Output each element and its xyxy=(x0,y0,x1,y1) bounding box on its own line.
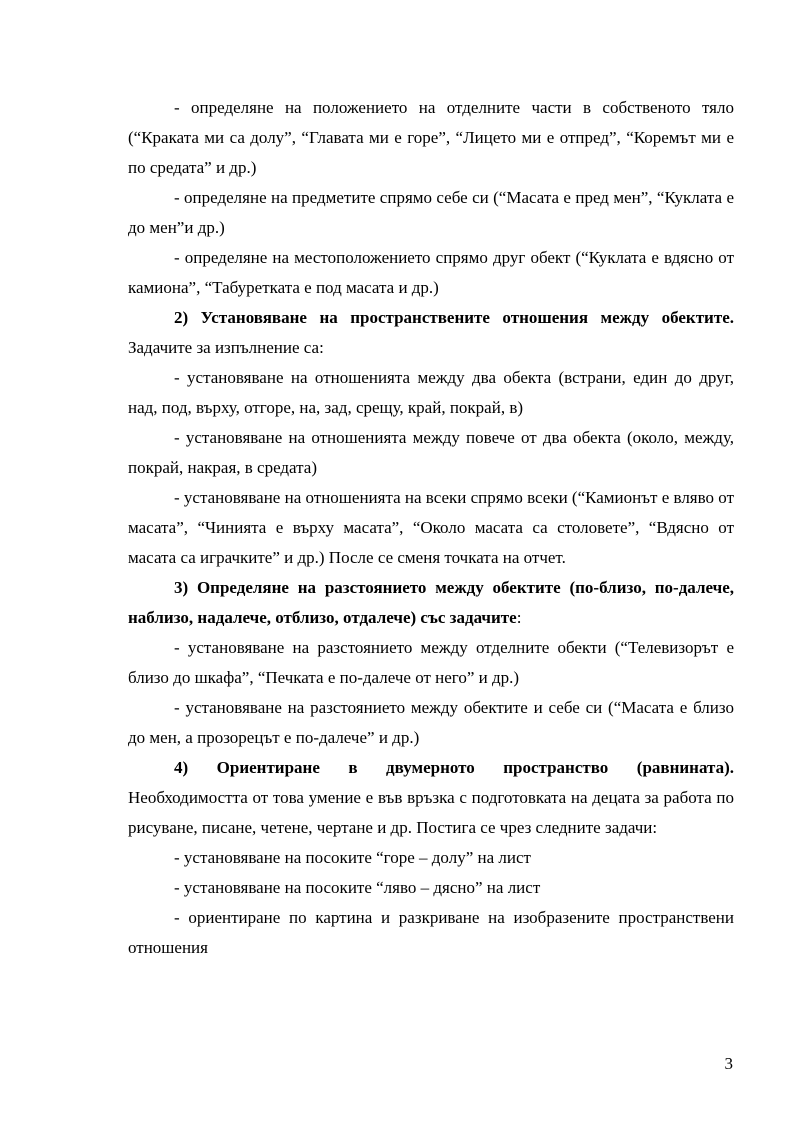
paragraph-10-text: - установяване на разстоянието между обектите и себе си (“Масата е близо до мен, а прозорецът е по-далече” и др.) xyxy=(128,698,734,747)
paragraph-5-text: - установяване на отношенията между два обекта (встрани, един до друг, над, под, върху, отгоре, на, зад, срещу, край, покрай, в) xyxy=(128,368,734,417)
section-3-heading: 3) Определяне на разстоянието между обектите (по-близо, по-далече, наблизо, надалече, отблизо, отдалече) със задачите xyxy=(128,578,734,627)
paragraph-7 xyxy=(128,483,734,573)
paragraph-3-text: - определяне на местоположението спрямо друг обект (“Куклата е вдясно от камиона”, “Табуретката е под масата и др.) xyxy=(128,248,734,297)
paragraph-13 xyxy=(128,873,734,903)
paragraph-3 xyxy=(128,243,734,303)
paragraph-11-text: Необходимостта от това умение е във връзка с подготовката на децата за работа по рисуване, писане, четене, чертане и др. Постига се чрез следните задачи: xyxy=(128,788,734,837)
paragraph-8-text: : xyxy=(516,608,522,627)
paragraph-14-text: - ориентиране по картина и разкриване на изобразените пространствени отношения xyxy=(128,908,734,957)
paragraph-2 xyxy=(128,183,734,243)
paragraph-7-text: - установяване на отношенията на всеки спрямо всеки (“Камионът е вляво от масата”, “Чинията е върху масата”, “Около масата са столовете”, “Вдясно от масата са играчките” и др.) После се сменя точката на отчет. xyxy=(128,488,734,567)
page-number: 3 xyxy=(724,1054,733,1073)
paragraph-9-text: - установяване на разстоянието между отделните обекти (“Телевизорът е близо до шкафа”, “Печката е по-далече от него” и др.) xyxy=(128,638,734,687)
paragraph-14 xyxy=(128,903,734,963)
paragraph-2-text: - определяне на предметите спрямо себе си (“Масата е пред мен”, “Куклата е до мен”и др.) xyxy=(128,188,734,237)
paragraph-12 xyxy=(128,843,734,873)
paragraph-12-text: - установяване на посоките “горе – долу” на лист xyxy=(174,848,531,867)
paragraph-4-text: Задачите за изпълнение са: xyxy=(128,338,324,357)
section-4-heading: 4) Ориентиране в двумерното пространство (равнината). xyxy=(174,758,734,777)
section-2-heading: 2) Установяване на пространствените отношения между обектите. xyxy=(174,308,734,327)
paragraph-4 xyxy=(128,303,734,363)
page-content xyxy=(128,93,734,963)
paragraph-9 xyxy=(128,633,734,693)
paragraph-11 xyxy=(128,753,734,843)
paragraph-8 xyxy=(128,573,734,633)
paragraph-1 xyxy=(128,93,734,183)
paragraph-6-text: - установяване на отношенията между повече от два обекта (около, между, покрай, накрая, в средата) xyxy=(128,428,734,477)
paragraph-5 xyxy=(128,363,734,423)
paragraph-1-text: - определяне на положението на отделните части в собственото тяло (“Краката ми са долу”, “Главата ми е горе”, “Лицето ми е отпред”, “Коремът ми е по средата” и др.) xyxy=(128,98,734,177)
paragraph-6 xyxy=(128,423,734,483)
paragraph-10 xyxy=(128,693,734,753)
paragraph-13-text: - установяване на посоките “ляво – дясно” на лист xyxy=(174,878,541,897)
